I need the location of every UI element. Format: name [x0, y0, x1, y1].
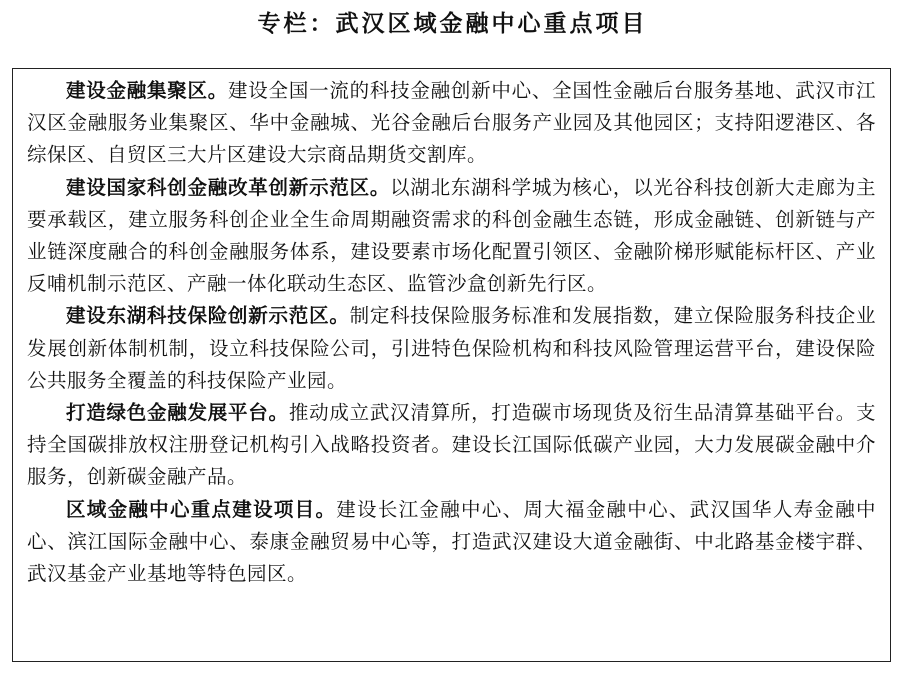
- paragraph-sci-tech-finance-zone: [27, 172, 876, 301]
- paragraph-tech-insurance-zone: [27, 300, 876, 397]
- page-title: 专栏：武汉区域金融中心重点项目: [257, 11, 648, 37]
- paragraph-heading: 建设国家科创金融改革创新示范区。: [66, 175, 391, 199]
- paragraph-finance-cluster: [27, 75, 876, 172]
- paragraph-body: 制定科技保险服务标准和发展指数，建立保险服务科技企业发展创新体制机制，设立科技保险公司，引进特色保险机构和科技风险管理运营平台，建设保险公共服务全覆盖的科技保险产业园。: [27, 304, 876, 392]
- paragraph-body: 建设长江金融中心、周大福金融中心、武汉国华人寿金融中心、滨江国际金融中心、泰康金融贸易中心等，打造武汉建设大道金融街、中北路基金楼宇群、武汉基金产业基地等特色园区。: [27, 497, 876, 586]
- paragraph-green-finance-platform: [27, 397, 876, 494]
- paragraph-heading: 区域金融中心重点建设项目。: [66, 497, 337, 521]
- paragraph-heading: 建设东湖科技保险创新示范区。: [66, 304, 350, 328]
- paragraph-heading: 打造绿色金融发展平台。: [66, 401, 289, 425]
- paragraph-body: 推动成立武汉清算所，打造碳市场现货及衍生品清算基础平台。支持全国碳排放权注册登记机构引入战略投资者。建设长江国际低碳产业园，大力发展碳金融中介服务，创新碳金融产品。: [27, 401, 876, 489]
- paragraph-heading: 建设金融集聚区。: [66, 79, 229, 102]
- paragraph-body: 以湖北东湖科学城为核心，以光谷科技创新大走廊为主要承载区，建立服务科创企业全生命周期融资需求的科创金融生态链，形成金融链、创新链与产业链深度融合的科创金融服务体系，建设要素市场化配置引领区、金融阶梯形赋能标杆区、产业反哺机制示范区、产融一体化联动生态区、监管沙盒创新先行区。: [27, 175, 876, 296]
- content-box: [12, 68, 891, 662]
- paragraph-body: 建设全国一流的科技金融创新中心、全国性金融后台服务基地、武汉市江汉区金融服务业集聚区、华中金融城、光谷金融后台服务产业园及其他园区；支持阳逻港区、各综保区、自贸区三大片区建设大宗商品期货交割库。: [27, 79, 876, 167]
- paragraph-key-projects: [27, 494, 876, 591]
